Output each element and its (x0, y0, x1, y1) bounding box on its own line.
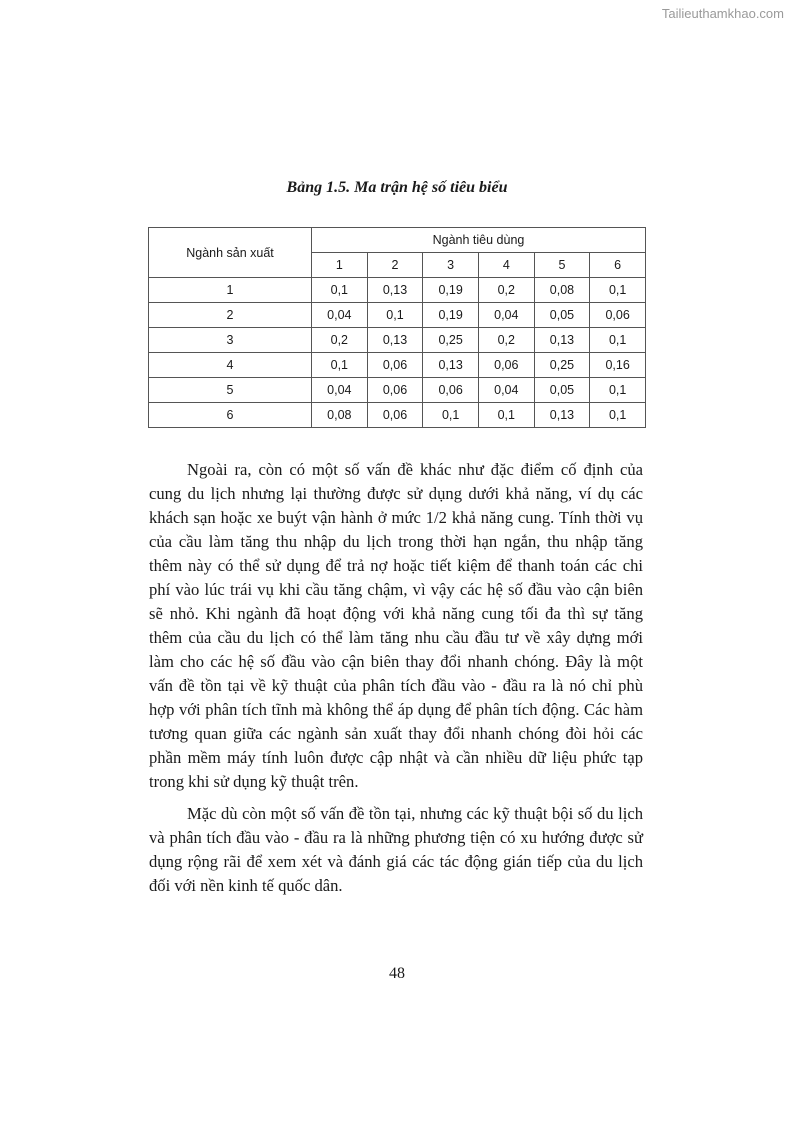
row-label: 5 (149, 378, 312, 403)
table-row (149, 378, 646, 403)
table-cell: 0,06 (367, 403, 423, 428)
table-row (149, 278, 646, 303)
text-line: sẽ nhỏ. Khi ngành đã hoạt động với khả năng cung tối đa thì sự tăng (149, 604, 643, 623)
table-cell: 0,13 (367, 278, 423, 303)
table-cell: 0,06 (423, 378, 479, 403)
table-cell: 0,1 (367, 303, 423, 328)
table-cell: 0,06 (478, 353, 534, 378)
table-cell: 0,04 (312, 303, 368, 328)
column-header: 1 (312, 253, 368, 278)
table-cell: 0,08 (312, 403, 368, 428)
table-cell: 0,13 (534, 328, 590, 353)
table-cell: 0,16 (590, 353, 646, 378)
column-header: 6 (590, 253, 646, 278)
table-row (149, 403, 646, 428)
text-line: hợp với phân tích tĩnh mà không thể áp dụng để phân tích động. Các hàm (149, 700, 643, 719)
row-label: 2 (149, 303, 312, 328)
text-line: làm cho các hệ số đầu vào cận biên thay đổi nhanh chóng. Đây là một (149, 652, 643, 671)
table-cell: 0,08 (534, 278, 590, 303)
table-cell: 0,1 (423, 403, 479, 428)
row-label: 3 (149, 328, 312, 353)
table-cell: 0,05 (534, 303, 590, 328)
text-line: thêm của cầu du lịch có thể làm tăng nhu cầu đầu tư về xây dựng mới (149, 628, 643, 647)
table-cell: 0,13 (534, 403, 590, 428)
text-line: đối với nền kinh tế quốc dân. (149, 876, 343, 895)
table-row (149, 353, 646, 378)
column-header: 2 (367, 253, 423, 278)
table-cell: 0,06 (367, 378, 423, 403)
table-cell: 0,19 (423, 278, 479, 303)
coefficient-matrix-table (148, 227, 646, 428)
text-line: Mặc dù còn một số vấn đề tồn tại, nhưng các kỹ thuật bội số du lịch (187, 804, 643, 823)
page-number: 48 (389, 965, 405, 982)
row-label: 6 (149, 403, 312, 428)
column-header: 5 (534, 253, 590, 278)
watermark: Tailieuthamkhao.com (661, 6, 784, 21)
paragraph-1 (149, 458, 643, 794)
text-line: trong khi sử dụng kỹ thuật trên. (149, 772, 359, 791)
text-line: khách sạn hoặc xe buýt vận hành ở mức 1/2 khả năng cung. Tính thời vụ (149, 508, 643, 527)
table-row (149, 328, 646, 353)
text-line: thêm này có thể sử dụng để trả nợ hoặc tiết kiệm để thanh toán các chi (149, 556, 643, 575)
table-cell: 0,1 (590, 278, 646, 303)
text-line: vấn đề tồn tại về kỹ thuật của phân tích đầu vào - đầu ra là nó chỉ phù (149, 676, 643, 695)
table-cell: 0,2 (478, 278, 534, 303)
table-cell: 0,04 (478, 303, 534, 328)
text-line: cung du lịch nhưng lại thường được sử dụng dưới khả năng, ví dụ các (149, 484, 643, 503)
table-cell: 0,13 (423, 353, 479, 378)
table-cell: 0,25 (534, 353, 590, 378)
table-cell: 0,04 (312, 378, 368, 403)
table-cell: 0,05 (534, 378, 590, 403)
row-label: 1 (149, 278, 312, 303)
text-line: phần mềm máy tính luôn được cập nhật và cần nhiều dữ liệu phức tạp (149, 748, 643, 767)
paragraph-2 (149, 802, 643, 898)
table-cell: 0,1 (312, 353, 368, 378)
table-cell: 0,06 (590, 303, 646, 328)
table-cell: 0,04 (478, 378, 534, 403)
table-cell: 0,06 (367, 353, 423, 378)
column-group-header: Ngành tiêu dùng (312, 228, 646, 253)
table-row (149, 303, 646, 328)
table-caption: Bảng 1.5. Ma trận hệ số tiêu biểu (286, 179, 508, 196)
table-cell: 0,1 (590, 403, 646, 428)
table-cell: 0,1 (590, 328, 646, 353)
text-line: dụng rộng rãi để xem xét và đánh giá các tác động gián tiếp của du lịch (149, 852, 643, 871)
row-label: 4 (149, 353, 312, 378)
column-header: 4 (478, 253, 534, 278)
text-line: phí vào lúc trái vụ khi cầu tăng chậm, vì vậy các hệ số đầu vào cận biên (149, 580, 643, 599)
table-cell: 0,2 (478, 328, 534, 353)
text-line: và phân tích đầu vào - đầu ra là những phương tiện có xu hướng được sử (149, 828, 643, 847)
table-cell: 0,2 (312, 328, 368, 353)
column-header: 3 (423, 253, 479, 278)
text-line: Ngoài ra, còn có một số vấn đề khác như đặc điểm cố định của (187, 460, 643, 479)
text-line: của cầu làm tăng thu nhập du lịch trong thời hạn ngắn, thu nhập tăng (149, 532, 643, 551)
table-cell: 0,13 (367, 328, 423, 353)
row-header: Ngành sản xuất (149, 228, 312, 278)
table-cell: 0,19 (423, 303, 479, 328)
table-cell: 0,25 (423, 328, 479, 353)
table-cell: 0,1 (312, 278, 368, 303)
table-cell: 0,1 (590, 378, 646, 403)
table-cell: 0,1 (478, 403, 534, 428)
text-line: tương quan giữa các ngành sản xuất thay đổi nhanh chóng đòi hỏi các (149, 724, 643, 743)
